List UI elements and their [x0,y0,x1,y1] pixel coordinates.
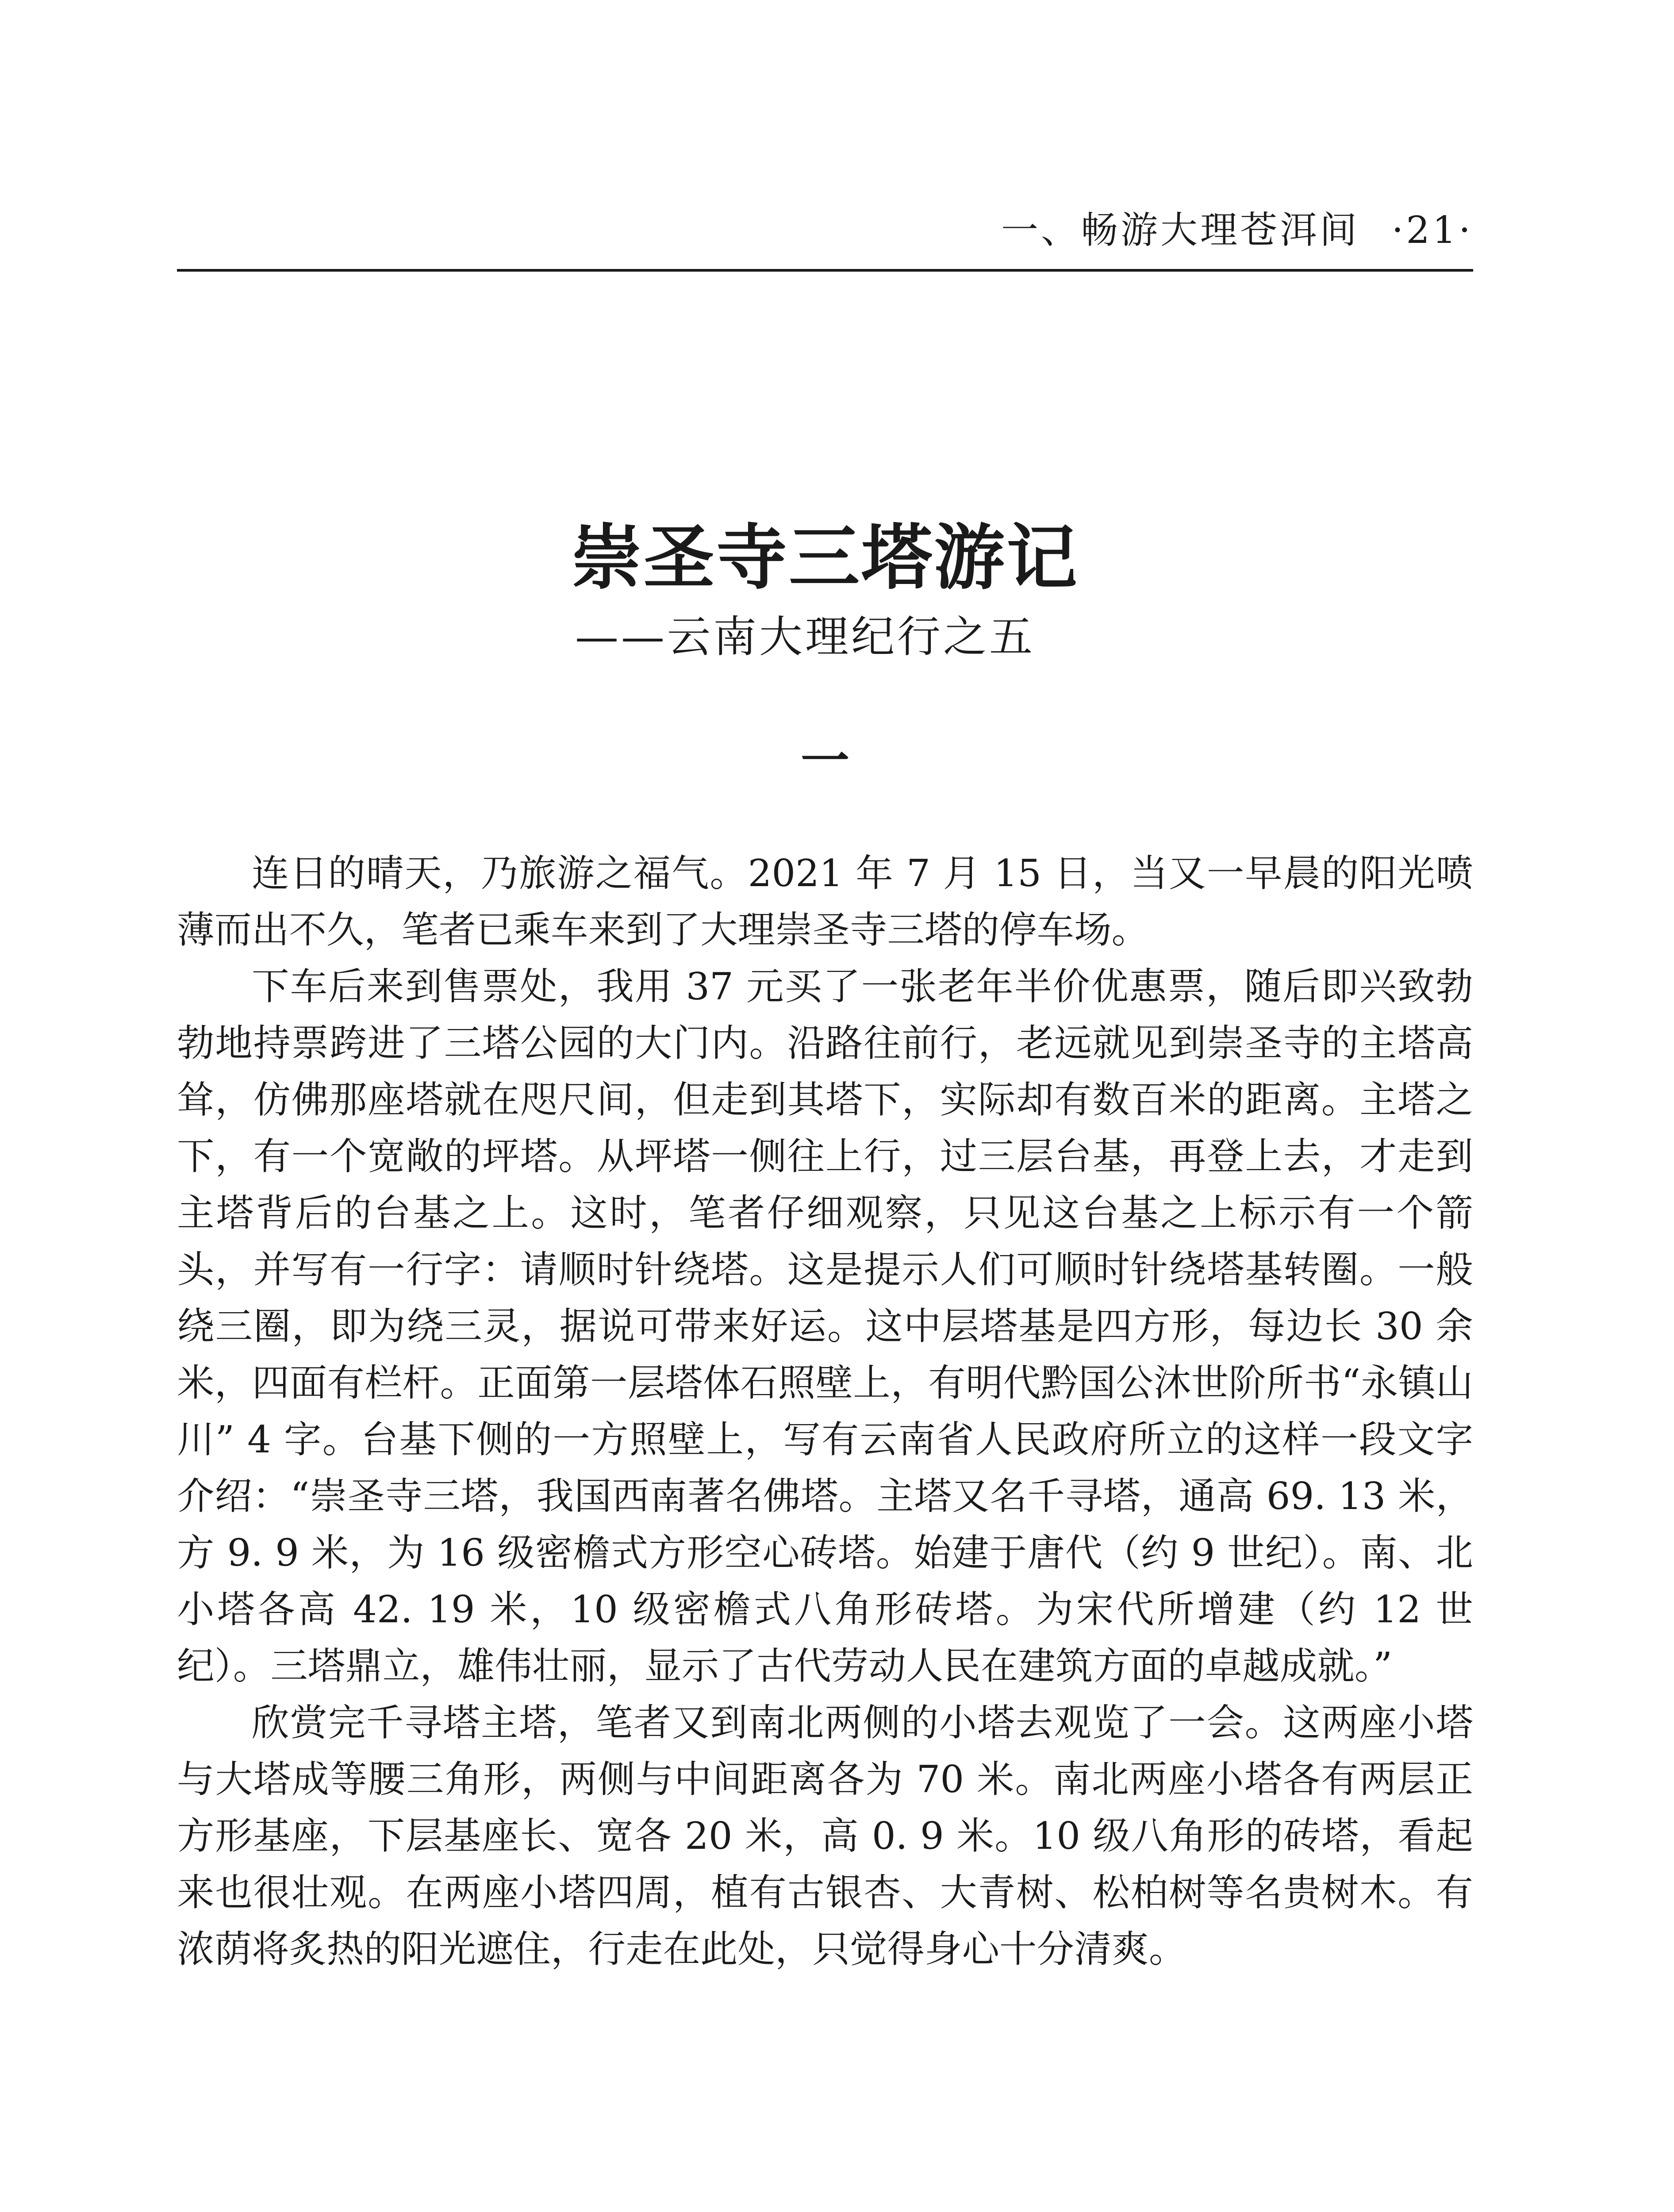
section-number: 一 [801,732,849,789]
article-title: 崇圣寺三塔游记 [571,516,1079,599]
paragraph: 欣赏完千寻塔主塔，笔者又到南北两侧的小塔去观览了一会。这两座小塔与大塔成等腰三角形，两侧与中间距离各为 70 米。南北两座小塔各有两层正方形基座，下层基座长、宽各 20 米，高 0. 9 米。10 级八角形的砖塔，看起来也很壮观。在两座小塔四周，植有古银杏、大青树、松柏树等名贵树木。有浓荫将炙热的阳光遮住，行走在此处，只觉得身心十分清爽。 [177,1701,1473,1971]
header-rule [177,269,1473,272]
paragraph: 连日的晴天，乃旅游之福气。2021 年 7 月 15 日，当又一早晨的阳光喷薄而出不久，笔者已乘车来到了大理崇圣寺三塔的停车场。 [177,852,1473,952]
article-body [177,845,1473,1978]
article-subtitle: ——云南大理纪行之五 [575,612,1036,662]
running-header [177,201,1473,259]
paragraph: 下车后来到售票处，我用 37 元买了一张老年半价优惠票，随后即兴致勃勃地持票跨进了三塔公园的大门内。沿路往前行，老远就见到崇圣寺的主塔高耸，仿佛那座塔就在咫尺间，但走到其塔下，实际却有数百米的距离。主塔之下，有一个宽敞的坪塔。从坪塔一侧往上行，过三层台基，再登上去，才走到主塔背后的台基之上。这时，笔者仔细观察，只见这台基之上标示有一个箭头，并写有一行字：请顺时针绕塔。这是提示人们可顺时针绕塔基转圈。一般绕三圈，即为绕三灵，据说可带来好运。这中层塔基是四方形，每边长 30 余米，四面有栏杆。正面第一层塔体石照壁上，有明代黔国公沐世阶所书“永镇山川” 4 字。台基下侧的一方照壁上，写有云南省人民政府所立的这样一段文字介绍：“崇圣寺三塔，我国西南著名佛塔。主塔又名千寻塔，通高 69. 13 米，方 9. 9 米，为 16 级密檐式方形空心砖塔。始建于唐代（约 9 世纪）。南、北小塔各高 42. 19 米，10 级密檐式八角形砖塔。为宋代所增建（约 12 世纪）。三塔鼎立，雄伟壮丽，显示了古代劳动人民在建筑方面的卓越成就。” [177,965,1473,1688]
page-number: ·21· [1391,208,1473,252]
running-header-title: 一、畅游大理苍洱间 [1001,208,1359,252]
